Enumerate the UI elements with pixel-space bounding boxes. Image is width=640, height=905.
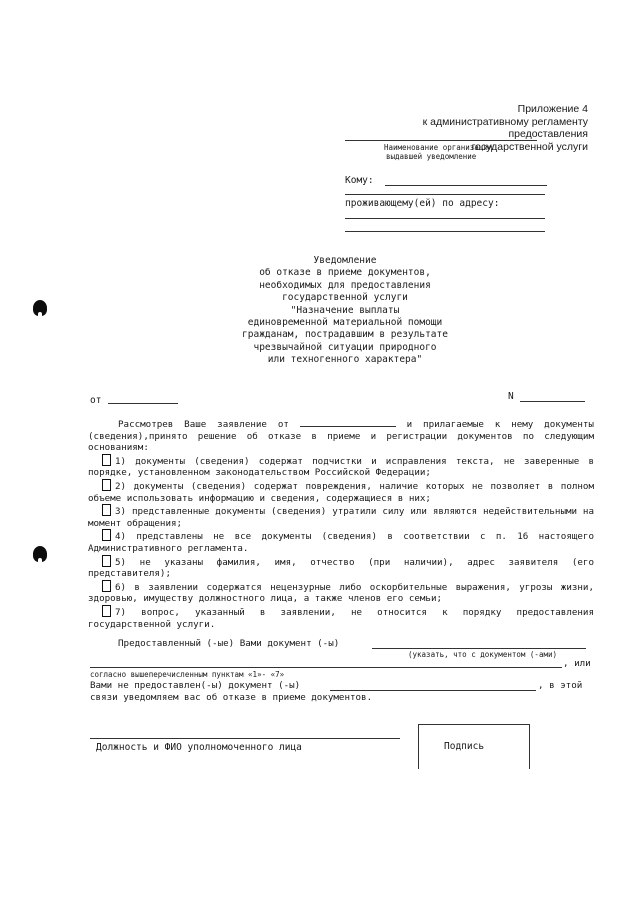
reason-item-3: [88, 504, 594, 529]
reason-text-5: 5) не указаны фамилия, имя, отчество (при наличии), адрес заявителя (его представителя);: [88, 556, 594, 580]
title-line-8: чрезвычайной ситуации природного: [253, 341, 437, 353]
signature-label: Подпись: [444, 741, 485, 752]
date-from-label: от: [90, 395, 102, 406]
punch-hole-mark: [33, 300, 47, 316]
annex-line-3: предоставления: [508, 128, 588, 140]
not-provided-text: Вами не предоставлен(-ы) документ (-ы): [90, 680, 301, 691]
title-line-5: "Назначение выплаты: [290, 304, 400, 316]
reason-item-7: [88, 605, 594, 630]
or-label: , или: [563, 658, 591, 669]
address-label: проживающему(ей) по адресу:: [345, 198, 500, 209]
reason-item-6: [88, 580, 594, 605]
reason-text-3: 3) представленные документы (сведения) утратили силу или являются недействительными на момент обращения;: [88, 506, 594, 529]
annex-line-4: государственной услуги: [471, 140, 588, 153]
reason-text-2: 2) документы (сведения) содержат повреждения, наличие которых не позволяет в полном объеме использовать информацию и сведения, содержащиеся в них;: [88, 480, 594, 504]
title-line-7: гражданам, пострадавшим в результате: [242, 329, 448, 341]
checkbox-1[interactable]: [102, 454, 111, 466]
checkbox-7[interactable]: [102, 605, 111, 617]
to-label: Кому:: [345, 175, 374, 186]
intro-date-blank: [300, 418, 396, 427]
address-line-2: [345, 231, 545, 232]
checkbox-5[interactable]: [102, 555, 111, 567]
org-caption-2: выдавшей уведомление: [386, 152, 477, 161]
notice-title: [180, 255, 510, 367]
official-line: [90, 738, 400, 739]
reason-item-4: [88, 529, 594, 554]
title-line-9: или техногенного характера": [267, 354, 423, 366]
provided-line-2: [90, 667, 562, 668]
date-line: [108, 403, 178, 404]
intro-text-a: Рассмотрев Ваше заявление от: [118, 419, 289, 430]
reason-item-5: [88, 555, 594, 580]
number-line: [520, 401, 585, 402]
checkbox-3[interactable]: [102, 504, 111, 516]
checkbox-2[interactable]: [102, 479, 111, 491]
provided-hint-2: согласно вышеперечисленным пунктам «1»- «7»: [90, 670, 285, 679]
annex-line-1: Приложение 4: [517, 103, 588, 115]
provided-line: [372, 648, 586, 649]
reason-text-7: 7) вопрос, указанный в заявлении, не относится к порядку предоставления государственной услуги.: [88, 606, 594, 630]
intro-paragraph: [88, 418, 594, 454]
provided-text: Предоставленный (-ые) Вами документ (-ы): [118, 638, 340, 649]
org-name-line: [345, 140, 537, 141]
title-line-2: об отказе в приеме документов,: [259, 267, 431, 279]
signature-box[interactable]: [418, 724, 530, 769]
checkbox-6[interactable]: [102, 580, 111, 592]
to-line-2: [345, 194, 545, 195]
title-line-6: единовременной материальной помощи: [247, 317, 443, 329]
reason-text-1: 1) документы (сведения) содержат подчистки и исправления текста, не заверенные в порядке, установленном законодательством Российской Федерации;: [88, 455, 594, 479]
refusal-statement: связи уведомляем вас об отказе в приеме документов.: [90, 692, 373, 703]
reason-item-1: [88, 454, 594, 479]
org-caption-1: Наименование организации: [384, 143, 493, 152]
reason-text-6: 6) в заявлении содержатся нецензурные либо оскорбительные выражения, угрозы жизни, здоровью, имуществу должностного лица, а также членов его семьи;: [88, 581, 594, 605]
checkbox-4[interactable]: [102, 529, 111, 541]
reason-text-4: 4) представлены не все документы (сведения) в соответствии с п. 16 настоящего Административного регламента.: [88, 531, 594, 554]
notice-body: [88, 418, 594, 630]
intro-text-b: и прилагаемые к нему документы (сведения),принято решение об отказе в приеме и регистрации документов по следующим основаниям:: [88, 419, 594, 454]
address-line-1: [345, 218, 545, 219]
title-line-4: государственной услуги: [282, 292, 408, 304]
not-provided-tail: , в этой: [538, 680, 583, 691]
title-line-1: Уведомление: [313, 255, 377, 266]
annex-line-2: к административному регламенту: [422, 115, 588, 128]
provided-hint: (указать, что с документом (-ами): [408, 650, 558, 659]
punch-hole-mark: [33, 546, 47, 562]
reason-item-2: [88, 479, 594, 504]
not-provided-line: [330, 690, 536, 691]
title-line-3: необходимых для предоставления: [259, 279, 431, 291]
official-label: Должность и ФИО уполномоченного лица: [96, 742, 302, 753]
number-label: N: [508, 391, 514, 402]
to-line: [385, 185, 547, 186]
